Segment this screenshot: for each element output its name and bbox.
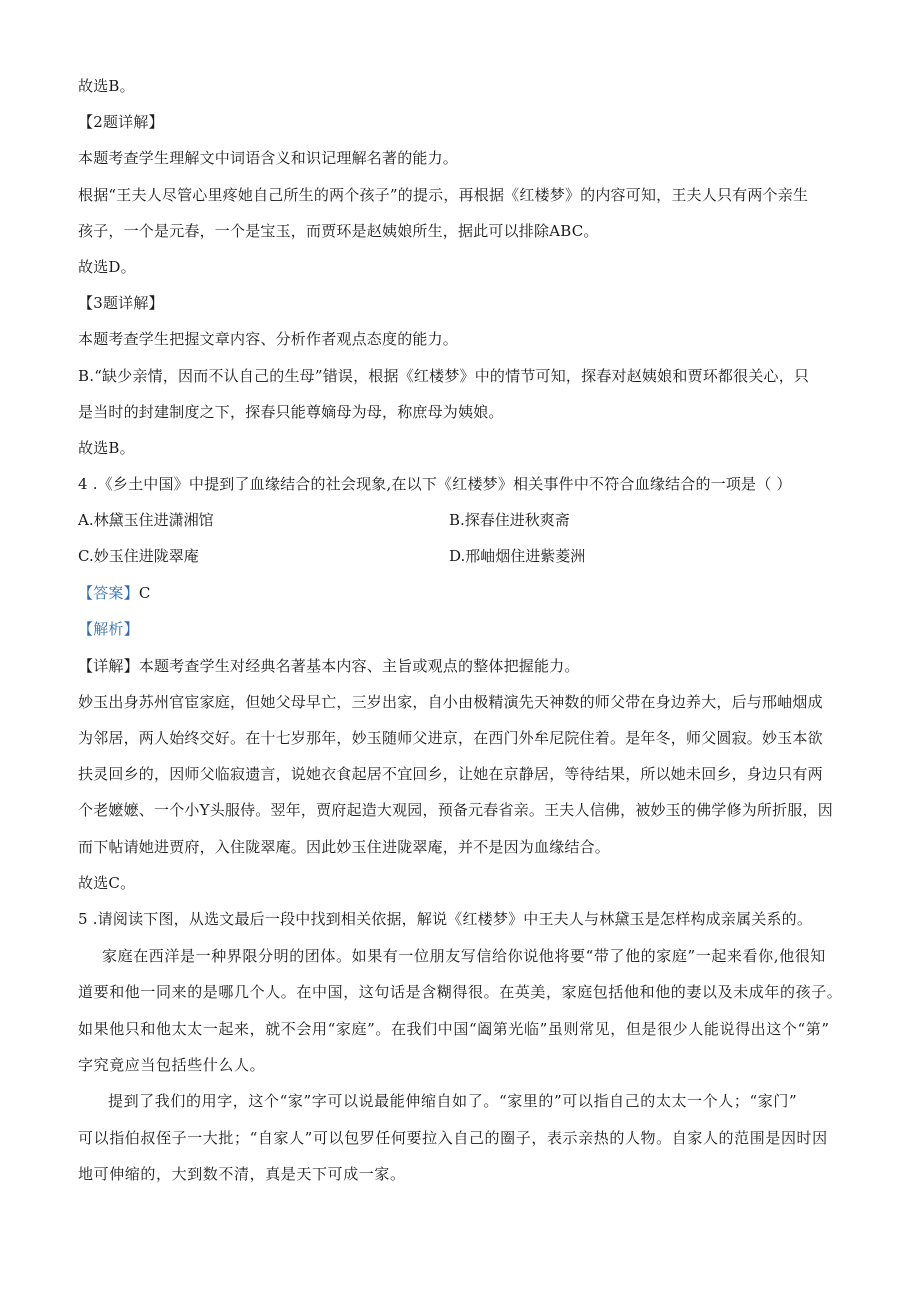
q4-option-c: C.妙玉住进陇翠庵 — [78, 547, 199, 565]
q2-body-line1: 根据“王夫人尽管心里疼她自己所生的两个孩子”的提示，再根据《红楼梦》的内容可知，王夫人只有两个亲生 — [78, 186, 809, 204]
q2-heading: 【2题详解】 — [78, 113, 164, 131]
q4-para-line1: 妙玉出身苏州官宦家庭，但她父母早亡，三岁出家，自小由极精演先天神数的师父带在身边养大，后与邢岫烟成 — [78, 693, 823, 711]
passage-p1-line4: 字究竟应当包括些什么人。 — [78, 1056, 266, 1074]
q3-body-line2: 是当时的封建制度之下，探春只能尊嫡母为母，称庶母为姨娘。 — [78, 403, 504, 421]
answer-value: C — [138, 584, 151, 602]
q4-answer — [78, 583, 151, 603]
q4-stem: 4 .《乡土中国》中提到了血缘结合的社会现象,在以下《红楼梦》相关事件中不符合血缘结合的一项是（ ） — [78, 475, 792, 493]
passage-p2-line2: 可以指伯叔侄子一大批；“自家人”可以包罗任何要拉入自己的圈子，表示亲热的人物。自家人的范围是因时因 — [78, 1129, 828, 1147]
q4-para-line5: 而下帖请她进贾府，入住陇翠庵。因此妙玉住进陇翠庵，并不是因为血缘结合。 — [78, 838, 611, 856]
q4-para-line2: 为邻居，两人始终交好。在十七岁那年，妙玉随师父进京，在西门外牟尼院住着。是年冬，师父圆寂。妙玉本欲 — [78, 729, 823, 747]
q4-conclusion: 故选C。 — [78, 874, 136, 892]
q4-option-d: D.邢岫烟住进紫菱洲 — [449, 547, 586, 565]
q5-stem: 5 .请阅读下图，从选文最后一段中找到相关依据，解说《红楼梦》中王夫人与林黛玉是怎样构成亲属关系的。 — [78, 910, 813, 928]
q4-para-line3: 扶灵回乡的，因师父临寂遗言，说她衣食起居不宜回乡，让她在京静居，等待结果，所以她未回乡，身边只有两 — [78, 765, 823, 783]
q3-conclusion: 故选B。 — [78, 439, 135, 457]
q3-intro: 本题考查学生把握文章内容、分析作者观点态度的能力。 — [78, 330, 459, 348]
q4-option-b: B.探春住进秋爽斋 — [449, 511, 570, 529]
q3-heading: 【3题详解】 — [78, 294, 164, 312]
q2-intro: 本题考查学生理解文中词语含义和识记理解名著的能力。 — [78, 149, 459, 167]
passage-p2-line1: 提到了我们的用字，这个“家”字可以说最能伸缩自如了。“家里的”可以指自己的太太一个人；“家门” — [108, 1092, 798, 1110]
q4-option-a: A.林黛玉住进潇湘馆 — [78, 511, 214, 529]
passage-p2-line3: 地可伸缩的，大到数不清，真是天下可成一家。 — [78, 1165, 406, 1183]
passage-p1-line2: 道要和他一同来的是哪几个人。在中国，这句话是含糊得很。在英美，家庭包括他和他的妻以及未成年的孩子。 — [78, 983, 843, 1001]
q2-conclusion: 故选D。 — [78, 258, 136, 276]
q4-detail: 【详解】本题考查学生对经典名著基本内容、主旨或观点的整体把握能力。 — [78, 657, 580, 675]
answer-label: 【答案】 — [78, 584, 139, 602]
passage-p1-line3: 如果他只和他太太一起来，就不会用“家庭”。在我们中国“阖第光临”虽则常见，但是很少人能说得出这个“第” — [78, 1020, 830, 1038]
q1-conclusion: 故选B。 — [78, 77, 135, 95]
q2-body-line2: 孩子，一个是元春，一个是宝玉，而贾环是赵姨娘所生，据此可以排除ABC。 — [78, 222, 599, 240]
passage-p1-line1: 家庭在西洋是一种界限分明的团体。如果有一位朋友写信给你说他将要“带了他的家庭”一起来看你,他很知 — [102, 947, 826, 965]
analysis-label: 【解析】 — [78, 620, 139, 638]
q4-para-line4: 个老嬷嬷、一个小Y头服侍。翌年，贾府起造大观园，预备元春省亲。王夫人信佛，被妙玉的佛学修为所折服，因 — [78, 801, 833, 819]
q3-body-line1: B.“缺少亲情，因而不认自己的生母”错误，根据《红楼梦》中的情节可知，探春对赵姨娘和贾环都很关心，只 — [78, 367, 810, 385]
